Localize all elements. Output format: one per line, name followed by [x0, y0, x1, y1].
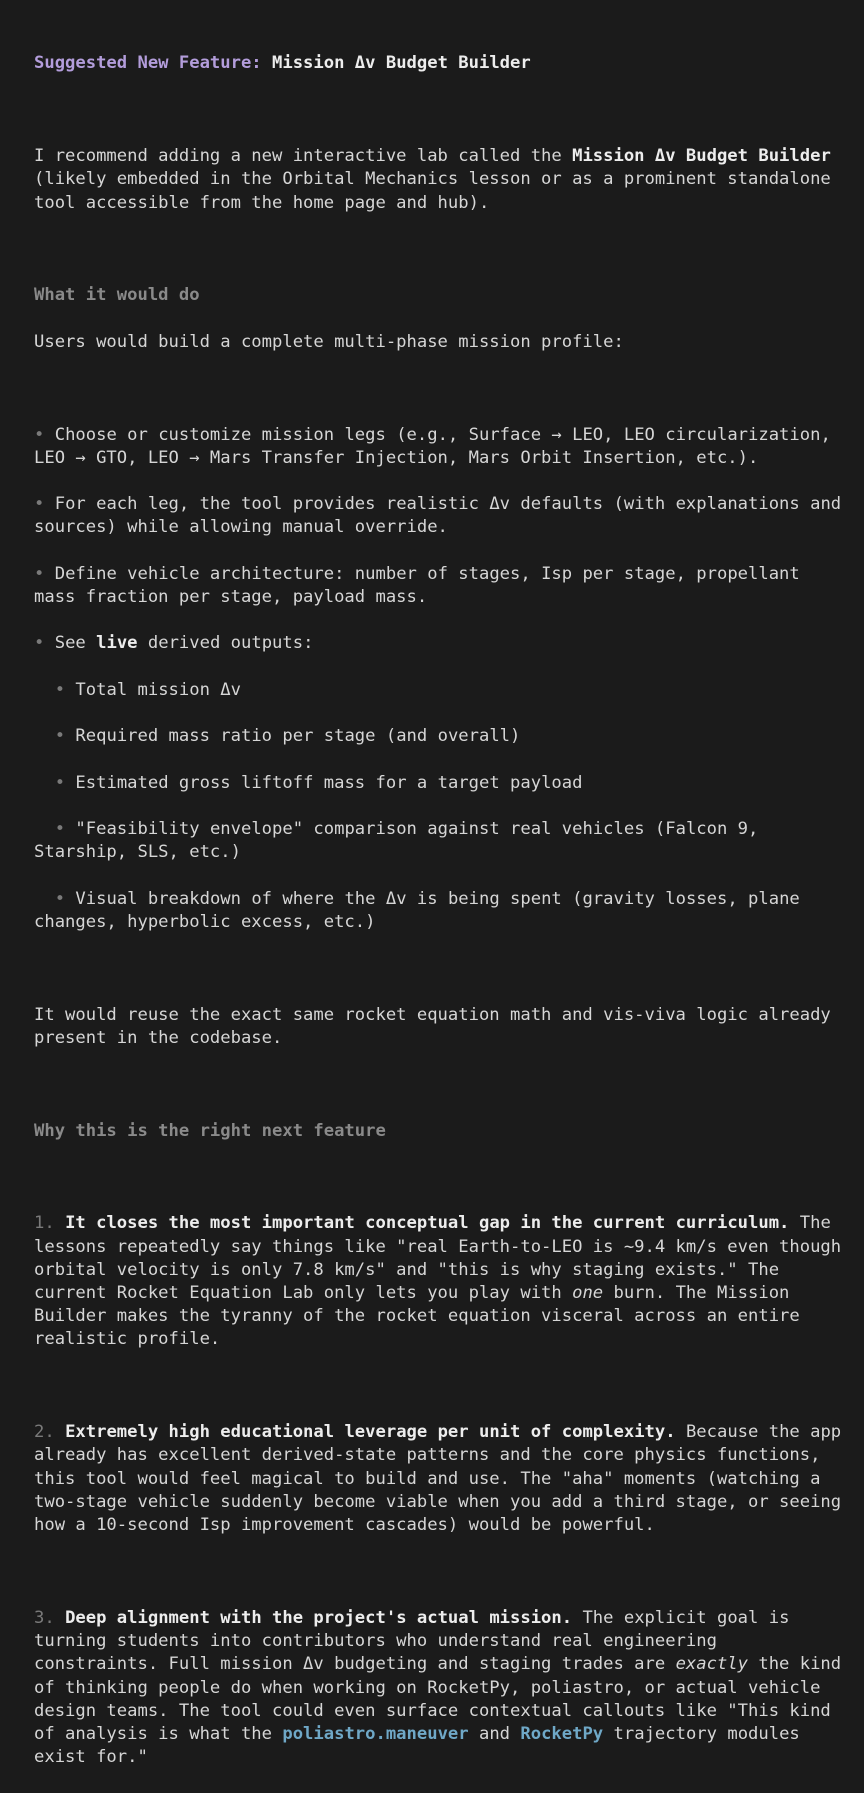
inline-code-poliastro-maneuver: poliastro.maneuver — [282, 1723, 469, 1744]
bullet-marker: • — [34, 563, 45, 584]
point-number: 1. — [34, 1213, 55, 1234]
sub-list-item — [34, 772, 844, 795]
bullet-marker: • — [54, 888, 66, 909]
numbered-point-3 — [34, 1607, 852, 1769]
bullet-marker: • — [54, 679, 66, 700]
point-emphasis: exactly — [675, 1654, 748, 1675]
sub-list-item — [34, 679, 844, 702]
intro-paragraph — [34, 145, 844, 215]
bullet-marker: • — [54, 772, 66, 793]
point-text: burn. The Mission Builder makes the tyranny of the rocket equation visceral across an entire realistic profile. — [34, 1283, 811, 1350]
point-text: trajectory modules exist for." — [34, 1723, 811, 1768]
section-heading-what: What it would do — [34, 285, 200, 306]
bullet-marker: • — [54, 726, 66, 747]
live-bold: live — [96, 633, 138, 654]
closing-paragraph: It would reuse the exact same rocket equation math and vis-viva logic already present in the codebase. — [34, 1004, 842, 1048]
numbered-point-1 — [34, 1212, 852, 1351]
list-item-text: For each leg, the tool provides realistic Δv defaults (with explanations and sources) while allowing manual override. — [34, 494, 852, 538]
feature-proposal-document — [34, 6, 852, 1793]
numbered-point-2 — [34, 1421, 852, 1537]
intro-text-a: I recommend adding a new interactive lab called the — [34, 146, 573, 167]
list-item — [34, 424, 844, 470]
point-text: The lessons repeatedly say things like "real Earth-to-LEO is ~9.4 km/s even though orbital velocity is only 7.8 km/s" and "this is why staging exists." The current Rocket Equation Lab only lets you play with — [34, 1213, 852, 1304]
point-text: The explicit goal is turning students into contributors who understand real engineering constraints. Full mission Δv budgeting and staging trades are — [34, 1607, 800, 1675]
bullet-marker: • — [34, 633, 45, 654]
point-heading: Deep alignment with the project's actual mission. — [65, 1607, 573, 1628]
title-prefix: Suggested New Feature: — [34, 53, 262, 74]
list-item-text: Choose or customize mission legs (e.g., Surface → LEO, LEO circularization, LEO → GTO, LEO → Mars Transfer Injection, Mars Orbit Insertion, etc.). — [34, 424, 842, 468]
list-item-live — [34, 632, 844, 655]
list-item — [34, 493, 852, 539]
sub-list-item — [34, 888, 844, 934]
live-post: derived outputs: — [137, 633, 314, 654]
point-emphasis: one — [572, 1283, 604, 1304]
bullet-marker: • — [34, 424, 45, 445]
title-line — [34, 52, 844, 75]
bullet-marker: • — [34, 494, 45, 515]
title-feature-name: Mission Δv Budget Builder — [272, 53, 531, 74]
list-item — [34, 563, 844, 609]
sub-list-item-text: Estimated gross liftoff mass for a target payload — [75, 772, 583, 793]
sub-list-item-text: Required mass ratio per stage (and overall) — [75, 726, 521, 747]
bullet-marker: • — [54, 819, 66, 840]
list-item-text: Define vehicle architecture: number of stages, Isp per stage, propellant mass fraction per stage, payload mass. — [34, 563, 811, 608]
point-number: 3. — [34, 1607, 55, 1628]
section-heading-why: Why this is the right next feature — [34, 1120, 386, 1141]
section-lead: Users would build a complete multi-phase mission profile: — [34, 331, 624, 352]
point-heading: Extremely high educational leverage per unit of complexity. — [65, 1422, 676, 1443]
point-text: Because the app already has excellent derived-state patterns and the core physics functions, this tool would feel magical to build and use. The "aha" moments (watching a two-stage vehicle suddenly become viable when you add a third stage, or seeing how a 10-second Isp improvement cascades) would be powerful. — [34, 1422, 852, 1536]
intro-text-c: (likely embedded in the Orbital Mechanics lesson or as a prominent standalone tool accessible from the home page and hub). — [34, 146, 842, 213]
sub-list-item-text: Visual breakdown of where the Δv is being spent (gravity losses, plane changes, hyperbolic excess, etc.) — [34, 888, 811, 932]
sub-list-item-text: "Feasibility envelope" comparison against real vehicles (Falcon 9, Starship, SLS, etc.) — [34, 819, 769, 863]
point-text: and — [468, 1723, 521, 1744]
point-text: the kind of thinking people do when working on RocketPy, poliastro, or actual vehicle design teams. The tool could even surface contextual callouts like "This kind of analysis is what the — [34, 1654, 852, 1744]
sub-list-item — [34, 725, 844, 748]
inline-code-rocketpy: RocketPy — [520, 1723, 604, 1744]
sub-list-item-text: Total mission Δv — [75, 679, 241, 700]
point-heading: It closes the most important conceptual gap in the current curriculum. — [65, 1213, 790, 1234]
live-pre: See — [54, 633, 97, 654]
intro-feature-name: Mission Δv Budget Builder — [572, 146, 831, 167]
point-number: 2. — [34, 1422, 55, 1443]
sub-list-item — [34, 818, 844, 864]
